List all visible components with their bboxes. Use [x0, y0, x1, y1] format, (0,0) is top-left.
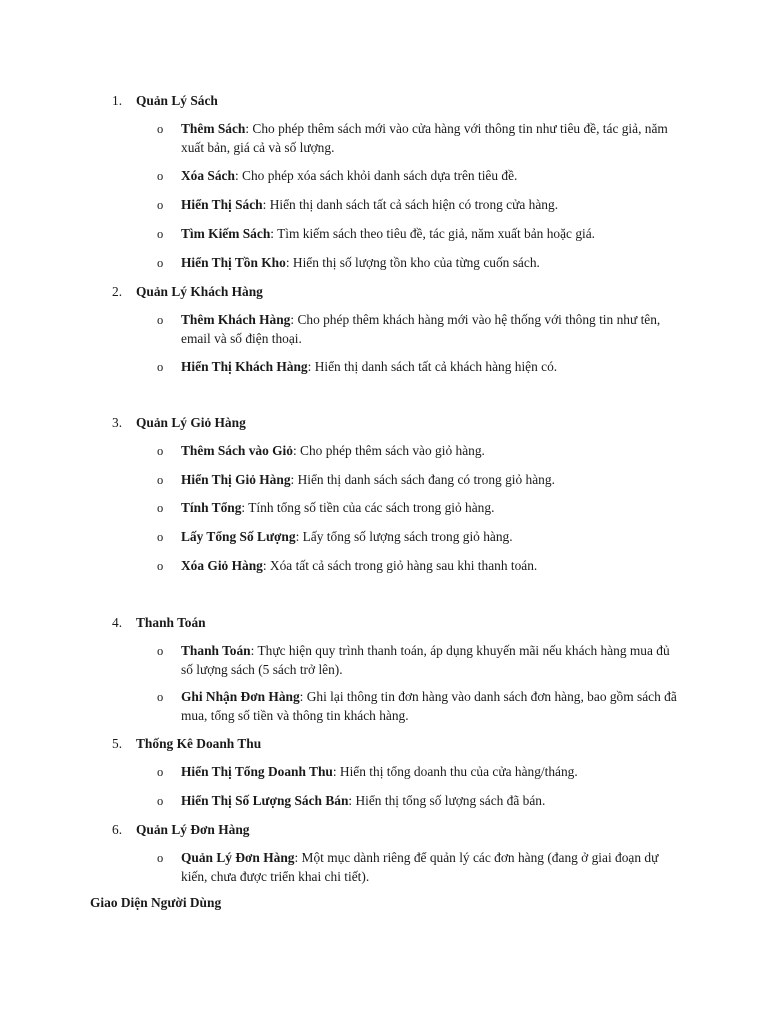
item-term: Thanh Toán — [181, 643, 251, 658]
item-desc: : Hiển thị tổng doanh thu của cửa hàng/tháng. — [332, 764, 578, 779]
item-desc: : Hiển thị danh sách sách đang có trong giỏ hàng. — [290, 472, 555, 487]
list-item-text — [181, 763, 681, 782]
item-desc: : Cho phép thêm sách vào giỏ hàng. — [292, 443, 485, 458]
item-term: Ghi Nhận Đơn Hàng — [181, 689, 300, 704]
bullet-icon: o — [157, 851, 164, 865]
list-item-text — [181, 358, 681, 377]
item-desc: : Tính tổng số tiền của các sách trong giỏ hàng. — [241, 500, 495, 515]
list-item-text — [181, 442, 681, 461]
list-item-text — [181, 471, 681, 490]
list-item-text — [181, 120, 681, 157]
item-term: Thêm Sách — [181, 121, 246, 136]
section-number: 4. — [112, 615, 123, 630]
item-desc: : Cho phép thêm khách hàng mới vào hệ thống với thông tin như tên, email và số điện thoại. — [181, 312, 661, 346]
item-term: Quản Lý Đơn Hàng — [181, 850, 295, 865]
bullet-icon: o — [157, 644, 164, 658]
item-desc: : Hiển thị danh sách tất cả sách hiện có trong cửa hàng. — [262, 197, 559, 212]
bullet-icon: o — [157, 227, 164, 241]
bullet-icon: o — [157, 360, 164, 374]
list-item-text — [181, 196, 681, 215]
section-number: 5. — [112, 736, 123, 751]
item-term: Hiển Thị Tổng Doanh Thu — [181, 764, 333, 779]
item-desc: : Hiển thị số lượng tồn kho của từng cuốn sách. — [285, 255, 540, 270]
section-title: Thanh Toán — [136, 615, 206, 630]
bullet-icon: o — [157, 690, 164, 704]
item-desc: : Cho phép thêm sách mới vào cửa hàng với thông tin như tiêu đề, tác giả, năm xuất bản, giá cả và số lượng. — [181, 121, 668, 155]
item-desc: : Ghi lại thông tin đơn hàng vào danh sách đơn hàng, bao gồm sách đã mua, tổng số tiền và thông tin khách hàng. — [181, 689, 677, 723]
list-item-text — [181, 254, 681, 273]
item-desc: : Hiển thị danh sách tất cả khách hàng hiện có. — [307, 359, 558, 374]
item-term: Thêm Khách Hàng — [181, 312, 291, 327]
bullet-icon: o — [157, 256, 164, 270]
bullet-icon: o — [157, 169, 164, 183]
item-desc: : Một mục dành riêng để quản lý các đơn hàng (đang ở giai đoạn dự kiến, chưa được triển khai chi tiết). — [181, 850, 659, 884]
section-title: Quản Lý Sách — [136, 93, 218, 108]
list-item-text — [181, 849, 681, 886]
list-item-text — [181, 225, 681, 244]
bullet-icon: o — [157, 444, 164, 458]
footer-heading: Giao Diện Người Dùng — [90, 895, 222, 910]
list-item-text — [181, 642, 681, 679]
list-item-text — [181, 499, 681, 518]
bullet-icon: o — [157, 559, 164, 573]
bullet-icon: o — [157, 765, 164, 779]
bullet-icon: o — [157, 473, 164, 487]
item-term: Lấy Tổng Số Lượng — [181, 529, 296, 544]
item-term: Thêm Sách vào Giỏ — [181, 443, 293, 458]
section-number: 6. — [112, 822, 123, 837]
item-term: Hiển Thị Số Lượng Sách Bán — [181, 793, 349, 808]
item-term: Hiển Thị Tồn Kho — [181, 255, 286, 270]
section-title: Quản Lý Khách Hàng — [136, 284, 263, 299]
item-term: Hiển Thị Giỏ Hàng — [181, 472, 291, 487]
item-term: Hiển Thị Khách Hàng — [181, 359, 308, 374]
item-term: Tính Tổng — [181, 500, 242, 515]
list-item-text — [181, 167, 681, 186]
section-number: 1. — [112, 93, 123, 108]
list-item-text — [181, 528, 681, 547]
list-item-text — [181, 311, 681, 348]
bullet-icon: o — [157, 530, 164, 544]
section-title: Quản Lý Đơn Hàng — [136, 822, 250, 837]
item-term: Xóa Sách — [181, 168, 235, 183]
item-desc: : Thực hiện quy trình thanh toán, áp dụng khuyến mãi nếu khách hàng mua đủ số lượng sách (5 sách trở lên). — [181, 643, 670, 677]
item-desc: : Cho phép xóa sách khỏi danh sách dựa trên tiêu đề. — [234, 168, 518, 183]
item-term: Hiển Thị Sách — [181, 197, 263, 212]
bullet-icon: o — [157, 313, 164, 327]
item-desc: : Xóa tất cả sách trong giỏ hàng sau khi thanh toán. — [262, 558, 538, 573]
item-desc: : Hiển thị tổng số lượng sách đã bán. — [348, 793, 546, 808]
section-title: Thống Kê Doanh Thu — [136, 736, 262, 751]
bullet-icon: o — [157, 198, 164, 212]
item-desc: : Lấy tổng số lượng sách trong giỏ hàng. — [295, 529, 513, 544]
list-item-text — [181, 688, 681, 725]
bullet-icon: o — [157, 794, 164, 808]
list-item-text — [181, 792, 681, 811]
bullet-icon: o — [157, 122, 164, 136]
section-number: 3. — [112, 415, 123, 430]
list-item-text — [181, 557, 681, 576]
section-title: Quản Lý Giỏ Hàng — [136, 415, 246, 430]
item-term: Xóa Giỏ Hàng — [181, 558, 263, 573]
item-desc: : Tìm kiếm sách theo tiêu đề, tác giả, năm xuất bản hoặc giá. — [270, 226, 596, 241]
item-term: Tìm Kiếm Sách — [181, 226, 271, 241]
section-number: 2. — [112, 284, 123, 299]
bullet-icon: o — [157, 501, 164, 515]
